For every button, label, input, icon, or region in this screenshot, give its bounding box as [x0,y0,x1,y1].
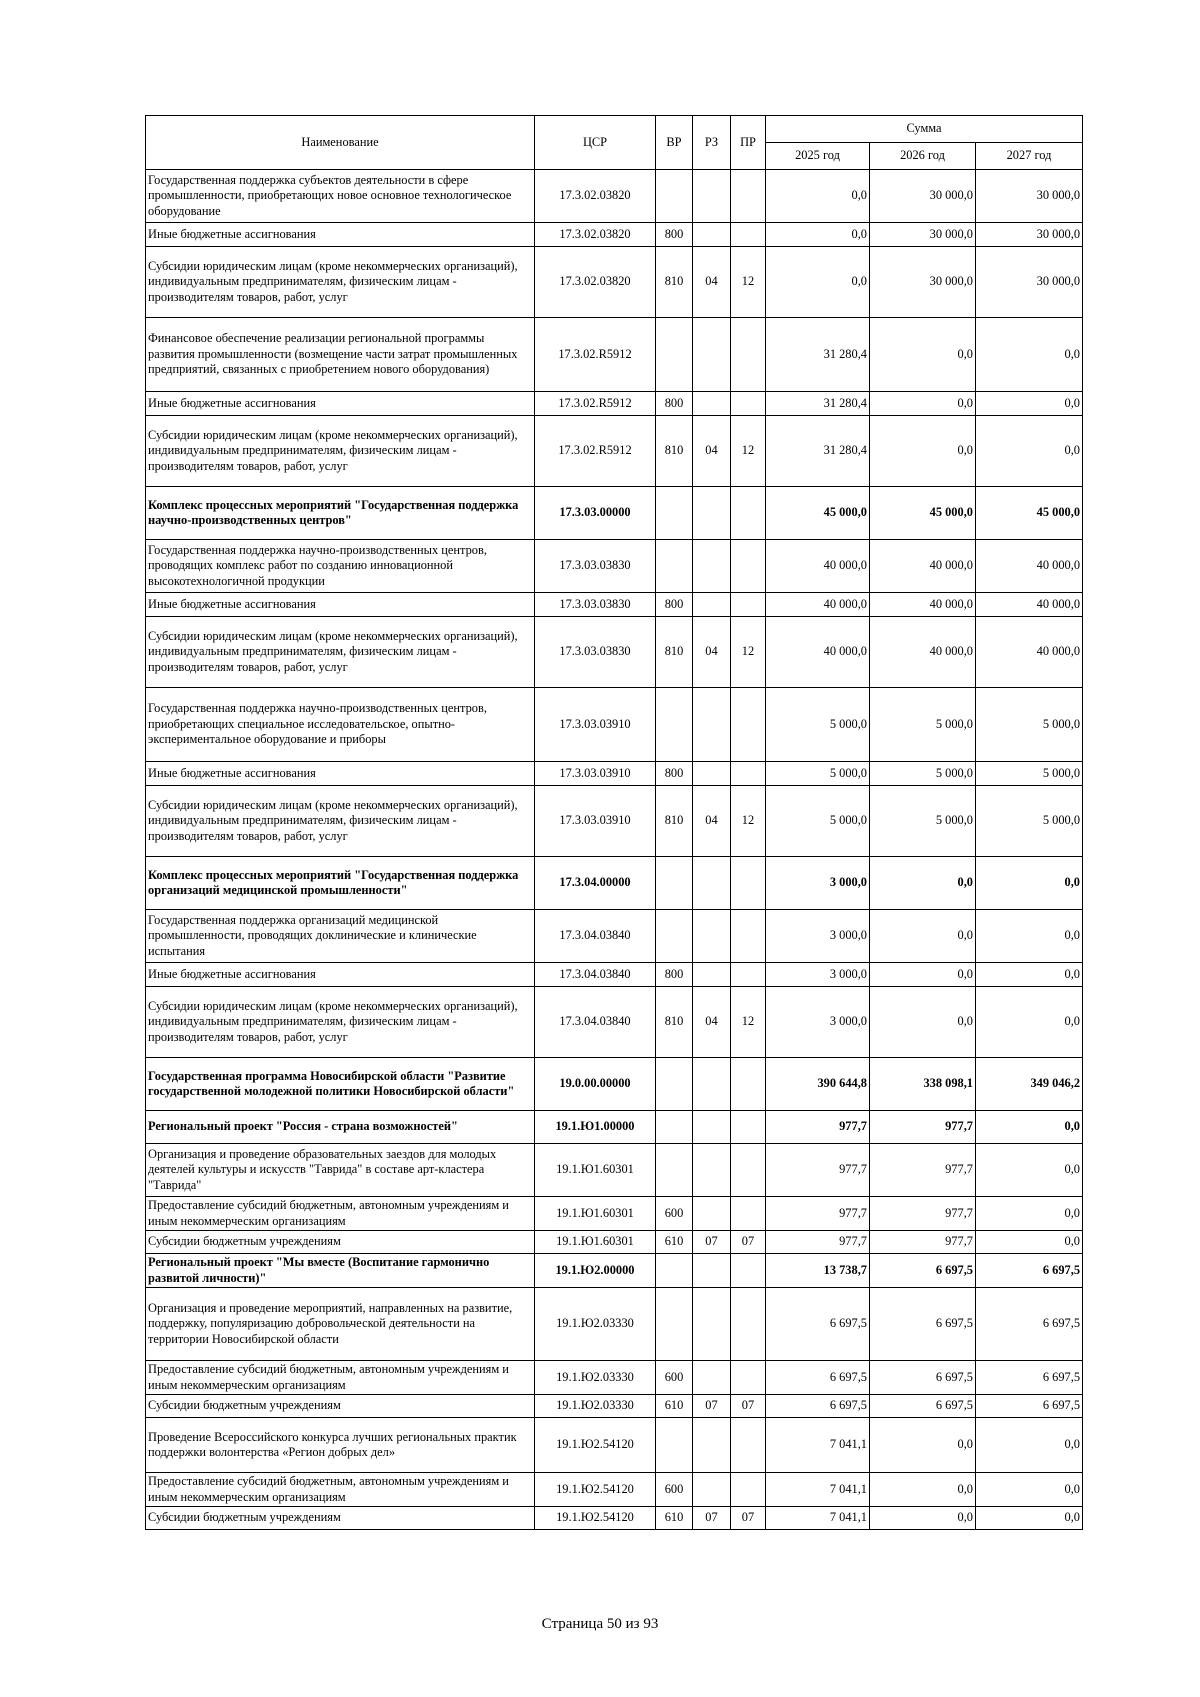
cell-csr: 17.3.02.R5912 [535,392,656,416]
cell-vr: 800 [656,963,693,987]
table-body [146,170,1083,1530]
cell-rz: 07 [693,1507,731,1530]
header-rz: РЗ [693,116,731,170]
cell-name: Организация и проведение мероприятий, направленных на развитие, поддержку, популяризацию добровольческой деятельности на территории Новосибирской области [146,1288,535,1361]
cell-pr: 12 [731,247,766,318]
cell-rz: 04 [693,416,731,487]
cell-vr: 610 [656,1507,693,1530]
cell-2026: 6 697,5 [870,1288,976,1361]
header-pr: ПР [731,116,766,170]
cell-vr [656,540,693,593]
cell-vr [656,1111,693,1144]
cell-2027: 0,0 [976,910,1083,963]
cell-name: Субсидии юридическим лицам (кроме некоммерческих организаций), индивидуальным предпринимателям, физическим лицам - производителям товаров, работ, услуг [146,617,535,688]
cell-csr: 17.3.04.03840 [535,987,656,1058]
cell-vr: 800 [656,392,693,416]
cell-2025: 7 041,1 [766,1418,870,1473]
cell-rz [693,762,731,786]
cell-rz [693,1361,731,1395]
cell-rz [693,1473,731,1507]
table-row [146,857,1083,910]
cell-2027: 40 000,0 [976,617,1083,688]
header-csr: ЦСР [535,116,656,170]
cell-pr [731,318,766,392]
cell-vr: 810 [656,987,693,1058]
cell-2025: 3 000,0 [766,857,870,910]
cell-2027: 0,0 [976,392,1083,416]
cell-rz [693,688,731,762]
cell-2025: 977,7 [766,1231,870,1254]
cell-2026: 5 000,0 [870,786,976,857]
table-row [146,318,1083,392]
cell-rz [693,318,731,392]
cell-pr [731,963,766,987]
cell-2027: 0,0 [976,1507,1083,1530]
cell-2027: 30 000,0 [976,247,1083,318]
cell-name: Финансовое обеспечение реализации региональной программы развития промышленности (возмещение части затрат промышленных предприятий, связанных с приобретением нового оборудования) [146,318,535,392]
header-year-2026: 2026 год [870,143,976,170]
cell-2025: 5 000,0 [766,688,870,762]
cell-pr: 12 [731,987,766,1058]
cell-pr [731,1361,766,1395]
cell-vr: 610 [656,1231,693,1254]
cell-name: Комплекс процессных мероприятий "Государственная поддержка организаций медицинской промышленности" [146,857,535,910]
cell-pr [731,223,766,247]
cell-2027: 6 697,5 [976,1254,1083,1288]
cell-pr [731,1473,766,1507]
cell-rz: 07 [693,1395,731,1418]
budget-table [145,115,1083,1530]
cell-vr: 810 [656,416,693,487]
table-row [146,1418,1083,1473]
cell-2025: 7 041,1 [766,1473,870,1507]
cell-rz [693,223,731,247]
cell-vr [656,688,693,762]
table-header [146,116,1083,170]
cell-2026: 977,7 [870,1144,976,1197]
cell-csr: 17.3.02.R5912 [535,318,656,392]
table-row [146,987,1083,1058]
cell-vr: 800 [656,593,693,617]
cell-name: Предоставление субсидий бюджетным, автономным учреждениям и иным некоммерческим организациям [146,1361,535,1395]
cell-csr: 17.3.02.03820 [535,223,656,247]
cell-csr: 17.3.02.03820 [535,247,656,318]
cell-name: Предоставление субсидий бюджетным, автономным учреждениям и иным некоммерческим организациям [146,1197,535,1231]
cell-pr [731,1418,766,1473]
cell-rz [693,540,731,593]
header-year-2027: 2027 год [976,143,1083,170]
table-row [146,786,1083,857]
cell-vr [656,910,693,963]
cell-csr: 17.3.03.03910 [535,786,656,857]
cell-vr [656,1144,693,1197]
cell-pr [731,392,766,416]
cell-2025: 977,7 [766,1111,870,1144]
cell-vr: 600 [656,1197,693,1231]
table-row [146,416,1083,487]
cell-csr: 17.3.04.00000 [535,857,656,910]
cell-name: Организация и проведение образовательных заездов для молодых деятелей культуры и искусств "Таврида" в составе арт-кластера "Таврида" [146,1144,535,1197]
table-row [146,963,1083,987]
cell-2025: 31 280,4 [766,392,870,416]
table-row [146,170,1083,223]
cell-pr [731,1058,766,1111]
cell-2026: 40 000,0 [870,540,976,593]
cell-rz: 07 [693,1231,731,1254]
cell-pr [731,857,766,910]
cell-2026: 30 000,0 [870,223,976,247]
cell-2026: 0,0 [870,416,976,487]
cell-2026: 6 697,5 [870,1395,976,1418]
header-name: Наименование [146,116,535,170]
cell-2027: 45 000,0 [976,487,1083,540]
table-row [146,688,1083,762]
table-row [146,617,1083,688]
cell-rz [693,963,731,987]
cell-pr: 07 [731,1231,766,1254]
cell-vr: 800 [656,223,693,247]
cell-name: Субсидии юридическим лицам (кроме некоммерческих организаций), индивидуальным предпринимателям, физическим лицам - производителям товаров, работ, услуг [146,247,535,318]
cell-2025: 45 000,0 [766,487,870,540]
cell-pr: 12 [731,617,766,688]
cell-name: Государственная поддержка организаций медицинской промышленности, проводящих доклинические и клинические испытания [146,910,535,963]
cell-2025: 977,7 [766,1144,870,1197]
cell-2026: 0,0 [870,910,976,963]
cell-csr: 19.1.Ю1.60301 [535,1144,656,1197]
cell-vr [656,1288,693,1361]
cell-2026: 40 000,0 [870,593,976,617]
cell-2026: 6 697,5 [870,1361,976,1395]
cell-pr: 12 [731,416,766,487]
header-vr: ВР [656,116,693,170]
cell-rz [693,1197,731,1231]
cell-2026: 977,7 [870,1231,976,1254]
cell-2025: 13 738,7 [766,1254,870,1288]
cell-csr: 17.3.03.03830 [535,593,656,617]
cell-rz [693,1111,731,1144]
cell-2025: 6 697,5 [766,1395,870,1418]
cell-vr [656,857,693,910]
cell-csr: 17.3.03.00000 [535,487,656,540]
cell-csr: 17.3.04.03840 [535,963,656,987]
table-row [146,1361,1083,1395]
cell-vr [656,1058,693,1111]
cell-name: Субсидии юридическим лицам (кроме некоммерческих организаций), индивидуальным предпринимателям, физическим лицам - производителям товаров, работ, услуг [146,786,535,857]
cell-2026: 5 000,0 [870,762,976,786]
cell-pr: 07 [731,1507,766,1530]
cell-2026: 6 697,5 [870,1254,976,1288]
cell-2026: 30 000,0 [870,170,976,223]
cell-2025: 40 000,0 [766,617,870,688]
cell-2025: 7 041,1 [766,1507,870,1530]
cell-2027: 0,0 [976,1473,1083,1507]
table-row [146,247,1083,318]
table-row [146,910,1083,963]
cell-vr [656,487,693,540]
cell-rz [693,593,731,617]
cell-2026: 5 000,0 [870,688,976,762]
cell-2027: 40 000,0 [976,593,1083,617]
cell-vr [656,318,693,392]
cell-2027: 0,0 [976,1111,1083,1144]
cell-2026: 977,7 [870,1111,976,1144]
cell-rz [693,1254,731,1288]
cell-csr: 17.3.03.03830 [535,617,656,688]
table-row [146,1288,1083,1361]
cell-2025: 3 000,0 [766,963,870,987]
cell-2025: 40 000,0 [766,593,870,617]
cell-2026: 30 000,0 [870,247,976,318]
cell-pr: 07 [731,1395,766,1418]
cell-vr [656,170,693,223]
table-row [146,1473,1083,1507]
cell-2027: 6 697,5 [976,1288,1083,1361]
cell-name: Государственная поддержка субъектов деятельности в сфере промышленности, приобретающих новое основное технологическое оборудование [146,170,535,223]
cell-2027: 6 697,5 [976,1361,1083,1395]
cell-rz [693,487,731,540]
cell-2025: 0,0 [766,170,870,223]
cell-2025: 40 000,0 [766,540,870,593]
table-row [146,1197,1083,1231]
cell-pr [731,487,766,540]
cell-vr: 600 [656,1361,693,1395]
page-number: Страница 50 из 93 [541,1616,659,1632]
cell-2027: 0,0 [976,318,1083,392]
cell-2025: 31 280,4 [766,318,870,392]
cell-csr: 17.3.03.03910 [535,688,656,762]
cell-csr: 19.1.Ю2.03330 [535,1288,656,1361]
cell-2025: 6 697,5 [766,1361,870,1395]
cell-2027: 40 000,0 [976,540,1083,593]
cell-pr [731,1288,766,1361]
cell-rz [693,170,731,223]
table-row [146,1231,1083,1254]
header-sum: Сумма [766,116,1083,143]
table-row [146,1254,1083,1288]
cell-2027: 5 000,0 [976,688,1083,762]
cell-vr: 810 [656,786,693,857]
cell-csr: 19.1.Ю1.60301 [535,1231,656,1254]
cell-rz [693,910,731,963]
cell-pr [731,910,766,963]
cell-vr [656,1254,693,1288]
cell-pr: 12 [731,786,766,857]
cell-name: Государственная поддержка научно-производственных центров, приобретающих специальное исследовательское, опытно-экспериментальное оборудование и приборы [146,688,535,762]
cell-2026: 0,0 [870,857,976,910]
cell-vr: 600 [656,1473,693,1507]
cell-2025: 977,7 [766,1197,870,1231]
cell-pr [731,540,766,593]
cell-pr [731,170,766,223]
cell-csr: 19.1.Ю1.00000 [535,1111,656,1144]
cell-2026: 0,0 [870,987,976,1058]
cell-name: Государственная поддержка научно-производственных центров, проводящих комплекс работ по созданию инновационной высокотехнологичной продукции [146,540,535,593]
cell-2027: 6 697,5 [976,1395,1083,1418]
cell-rz: 04 [693,786,731,857]
table-row [146,1507,1083,1530]
cell-rz [693,1288,731,1361]
table-row [146,540,1083,593]
cell-2026: 45 000,0 [870,487,976,540]
table-row [146,593,1083,617]
header-year-2025: 2025 год [766,143,870,170]
cell-name: Проведение Всероссийского конкурса лучших региональных практик поддержки волонтерства «Регион добрых дел» [146,1418,535,1473]
cell-vr: 610 [656,1395,693,1418]
cell-2025: 6 697,5 [766,1288,870,1361]
cell-2027: 0,0 [976,1197,1083,1231]
cell-2027: 349 046,2 [976,1058,1083,1111]
cell-2026: 0,0 [870,1473,976,1507]
cell-2026: 40 000,0 [870,617,976,688]
cell-rz [693,392,731,416]
table-row [146,762,1083,786]
cell-2027: 0,0 [976,987,1083,1058]
cell-2026: 0,0 [870,963,976,987]
cell-vr: 800 [656,762,693,786]
cell-rz: 04 [693,617,731,688]
cell-pr [731,1144,766,1197]
cell-rz [693,857,731,910]
cell-name: Региональный проект "Мы вместе (Воспитание гармонично развитой личности)" [146,1254,535,1288]
cell-2027: 0,0 [976,1144,1083,1197]
cell-2025: 31 280,4 [766,416,870,487]
cell-pr [731,593,766,617]
cell-2027: 30 000,0 [976,170,1083,223]
cell-2025: 3 000,0 [766,987,870,1058]
cell-name: Государственная программа Новосибирской области "Развитие государственной молодежной политики Новосибирской области" [146,1058,535,1111]
table-row [146,1395,1083,1418]
cell-rz: 04 [693,247,731,318]
cell-name: Комплекс процессных мероприятий "Государственная поддержка научно-производственных центров" [146,487,535,540]
cell-2027: 0,0 [976,963,1083,987]
cell-name: Иные бюджетные ассигнования [146,762,535,786]
cell-name: Иные бюджетные ассигнования [146,963,535,987]
cell-2026: 0,0 [870,392,976,416]
cell-vr: 810 [656,617,693,688]
cell-csr: 19.1.Ю2.54120 [535,1473,656,1507]
cell-name: Субсидии бюджетным учреждениям [146,1507,535,1530]
cell-csr: 19.1.Ю2.54120 [535,1418,656,1473]
table-row [146,223,1083,247]
cell-name: Региональный проект "Россия - страна возможностей" [146,1111,535,1144]
cell-name: Субсидии бюджетным учреждениям [146,1395,535,1418]
cell-pr [731,1254,766,1288]
cell-name: Субсидии юридическим лицам (кроме некоммерческих организаций), индивидуальным предпринимателям, физическим лицам - производителям товаров, работ, услуг [146,987,535,1058]
cell-pr [731,1197,766,1231]
cell-vr: 810 [656,247,693,318]
cell-pr [731,688,766,762]
cell-rz [693,1058,731,1111]
cell-2027: 5 000,0 [976,762,1083,786]
cell-2025: 0,0 [766,247,870,318]
cell-csr: 17.3.02.R5912 [535,416,656,487]
cell-csr: 19.1.Ю2.03330 [535,1361,656,1395]
cell-csr: 19.1.Ю2.03330 [535,1395,656,1418]
cell-2027: 0,0 [976,1231,1083,1254]
cell-csr: 17.3.04.03840 [535,910,656,963]
cell-2026: 338 098,1 [870,1058,976,1111]
table-row [146,392,1083,416]
cell-2027: 5 000,0 [976,786,1083,857]
cell-csr: 19.1.Ю1.60301 [535,1197,656,1231]
cell-2025: 3 000,0 [766,910,870,963]
cell-2025: 0,0 [766,223,870,247]
cell-csr: 19.1.Ю2.00000 [535,1254,656,1288]
table-row [146,1144,1083,1197]
cell-csr: 19.1.Ю2.54120 [535,1507,656,1530]
cell-2027: 0,0 [976,416,1083,487]
cell-rz [693,1144,731,1197]
cell-rz: 04 [693,987,731,1058]
cell-csr: 17.3.03.03910 [535,762,656,786]
cell-2027: 0,0 [976,1418,1083,1473]
cell-2026: 0,0 [870,1418,976,1473]
cell-vr [656,1418,693,1473]
cell-2026: 0,0 [870,1507,976,1530]
cell-2027: 30 000,0 [976,223,1083,247]
cell-2026: 0,0 [870,318,976,392]
cell-csr: 17.3.02.03820 [535,170,656,223]
cell-csr: 17.3.03.03830 [535,540,656,593]
cell-2025: 5 000,0 [766,786,870,857]
table-row [146,1111,1083,1144]
cell-pr [731,762,766,786]
table-row [146,1058,1083,1111]
cell-pr [731,1111,766,1144]
cell-2025: 5 000,0 [766,762,870,786]
cell-name: Иные бюджетные ассигнования [146,392,535,416]
cell-csr: 19.0.00.00000 [535,1058,656,1111]
cell-rz [693,1418,731,1473]
cell-2026: 977,7 [870,1197,976,1231]
cell-name: Субсидии юридическим лицам (кроме некоммерческих организаций), индивидуальным предпринимателям, физическим лицам - производителям товаров, работ, услуг [146,416,535,487]
cell-2027: 0,0 [976,857,1083,910]
cell-name: Иные бюджетные ассигнования [146,593,535,617]
cell-name: Иные бюджетные ассигнования [146,223,535,247]
cell-name: Субсидии бюджетным учреждениям [146,1231,535,1254]
table-row [146,487,1083,540]
cell-2025: 390 644,8 [766,1058,870,1111]
cell-name: Предоставление субсидий бюджетным, автономным учреждениям и иным некоммерческим организациям [146,1473,535,1507]
